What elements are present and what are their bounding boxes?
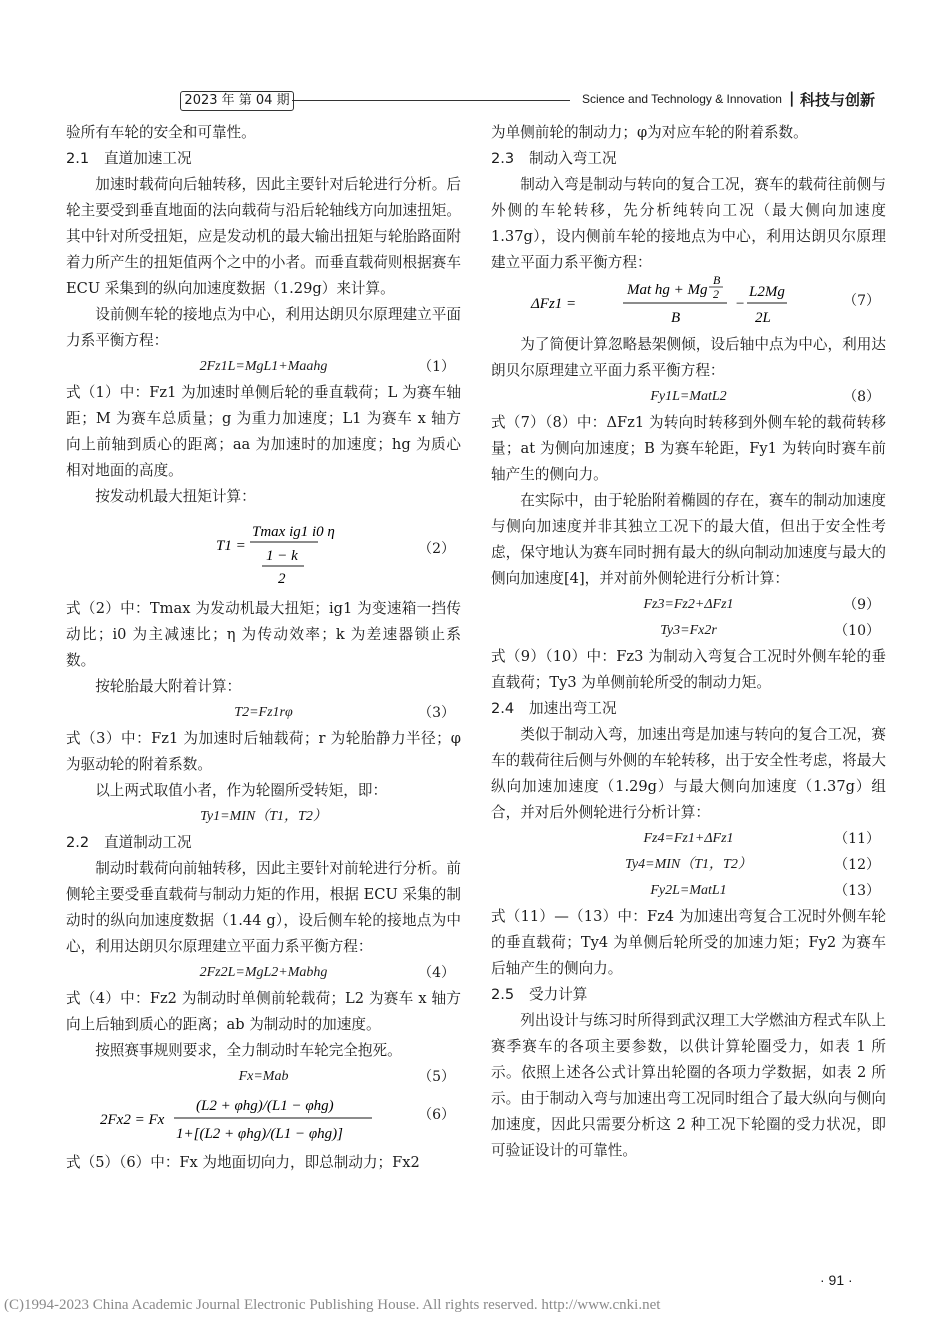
equation-7 [491,276,886,332]
paragraph: 以上两式取值小者，作为轮圈所受转矩，即： [95,782,388,799]
equation-10 [491,618,886,644]
equation-number: （6） [418,1107,455,1123]
journal-name-en: Science and Technology & Innovation [582,92,782,106]
equation-number: （5） [418,1069,455,1085]
eq6-denominator: 1+[(L2 + φhg)/(L1 − φhg)] [176,1126,343,1142]
paragraph: 为了简便计算忽略悬架侧倾，设后轴中点为中心，利用达朗贝尔原理建立平面力系平衡方程： [491,336,886,379]
equation-number: （4） [418,965,455,981]
equation-body: Fy2L=MatL1 [650,883,727,898]
eq7-minus: − [735,296,746,312]
equation-number: （10） [834,623,880,639]
equation-3 [66,700,461,726]
paragraph: 式（4）中：Fz2 为制动时单侧前轮载荷；L2 为赛车 x 轴方向上后轴到质心的距离；ab 为制动时的加速度。 [66,990,461,1033]
paragraph: 验所有车轮的安全和可靠性。 [66,124,256,141]
paragraph: 类似于制动入弯，加速出弯是加速与转向的复合工况，赛车的载荷往后侧与外侧的车轮转移，出于安全性考虑，将最大纵向加速加速度（1.29g）与最大侧向加速度（1.37g）组合，并对后外侧轮进行分析计算： [491,726,886,821]
eq6-lhs: 2Fx2 = Fx [100,1112,165,1128]
right-column [491,120,886,1164]
equation-number: （7） [843,293,880,309]
equation-number: （1） [418,359,455,375]
equation-body: Fz3=Fz2+ΔFz1 [643,597,734,612]
paragraph: 制动入弯是制动与转向的复合工况，赛车的载荷往前侧与外侧的车轮转移，先分析纯转向工况（最大侧向加速度 1.37g），设内侧前车轮的接地点为中心，利用达朗贝尔原理建立平面力系平衡方程： [491,176,886,271]
paragraph: 式（5）（6）中：Fx 为地面切向力，即总制动力；Fx2 [66,1154,420,1171]
paragraph: 式（3）中：Fz1 为加速时后轴载荷；r 为轮胎静力半径；φ为驱动轮的附着系数。 [66,730,461,773]
equation-number: （3） [418,705,455,721]
equation-body: Fz4=Fz1+ΔFz1 [643,831,734,846]
paragraph: 按发动机最大扭矩计算： [95,488,256,505]
equation-12 [491,852,886,878]
section-title: 加速出弯工况 [529,700,617,717]
equation-number: （13） [834,883,880,899]
equation-body: Fy1L=MatL2 [650,389,727,404]
paragraph: 式（11）—（13）中：Fz4 为加速出弯复合工况时外侧车轮的垂直载荷；Ty4 为单侧后轮所受的加速力矩；Fy2 为赛车后轴产生的侧向力。 [491,908,886,977]
section-title: 直道制动工况 [104,834,192,851]
eq2-numerator: Tmax ig1 i0 η [252,524,335,540]
equation-1 [66,354,461,380]
copyright-footer: (C)1994-2023 China Academic Journal Electronic Publishing House. All rights reserved. http://www.cnki.net [4,1297,661,1313]
section-title: 制动入弯工况 [529,150,617,167]
left-column [66,120,461,1176]
eq7-frac2-num: L2Mg [749,284,785,300]
equation-9 [491,592,886,618]
paragraph: 在实际中，由于轮胎附着椭圆的存在，赛车的制动加速度与侧向加速度并非其独立工况下的最大值，但出于安全性考虑，保守地认为赛车同时拥有最大的纵向制动加速度与最大的侧向加速度[4]，并对前外侧轮进行分析计算： [491,492,886,587]
paragraph: 式（2）中：Tmax 为发动机最大扭矩；ig1 为变速箱一挡传动比；i0 为主减速比；η 为传动效率；k 为差速器锁止系数。 [66,600,461,669]
paragraph: 制动时载荷向前轴转移，因此主要针对前轮进行分析。前侧轮主要受垂直载荷与制动力矩的作用，根据 ECU 采集的制动时的纵向加速度数据（1.44 g），设后侧车轮的接地点为中心，利用达朗贝尔原理建立平面力系平衡方程： [66,860,461,955]
equation-4 [66,960,461,986]
eq7-denominator: B [671,310,681,326]
equation-number: （12） [834,857,880,873]
paragraph: 按照赛事规则要求，全力制动时车轮完全抱死。 [95,1042,402,1059]
issue-label: 2023 年 第 04 期 [180,91,294,111]
eq7-frac2-den: 2L [755,310,771,326]
equation-min [66,804,461,830]
equation-number: （8） [843,389,880,405]
equation-body: Ty3=Fx2r [660,623,717,638]
section-heading-2-3 [491,146,886,172]
equation-8 [491,384,886,410]
equation-body: T2=Fz1rφ [234,705,293,720]
equation-number: （2） [418,541,455,557]
page-number: · 91 · [820,1272,853,1288]
eq7-lhs: ΔFz1 = [531,296,577,312]
paragraph: 列出设计与练习时所得到武汉理工大学燃油方程式车队上赛季赛车的各项主要参数，以供计算轮圈受力，如表 1 所示。依照上述各公式计算出轮圈的各项力学数据，如表 2 所示。由于制动入弯与加速出弯工况同时组合了最大纵向与侧向加速度，因此只需要分析这 2 种工况下轮圈的受力状况，即可验证设计的可靠性。 [491,1012,886,1159]
equation-13 [491,878,886,904]
paragraph: 式（9）（10）中：Fz3 为制动入弯复合工况时外侧车轮的垂直载荷；Ty3 为单侧前轮所受的制动力矩。 [491,648,886,691]
equation-2 [66,510,461,596]
section-title: 直道加速工况 [104,150,192,167]
equation-5 [66,1064,461,1090]
section-number: 2.1 [66,150,90,167]
equation-body: 2Fz1L=MgL1+Maahg [199,359,328,374]
equation-6 [66,1090,461,1150]
equation-body: Ty1=MIN（T1，T2） [200,809,327,824]
equation-body: Fx=Mab [238,1069,289,1084]
section-heading-2-4 [491,696,886,722]
journal-name-cn: 科技与创新 [800,91,876,109]
section-number: 2.4 [491,700,515,717]
equation-body: Ty4=MIN（T1，T2） [625,857,752,872]
section-number: 2.2 [66,834,90,851]
section-heading-2-1 [66,146,461,172]
section-heading-2-2 [66,830,461,856]
paragraph: 为单侧前轮的制动力；φ为对应车轮的附着系数。 [491,124,808,141]
equation-body: 2Fz2L=MgL2+Mabhg [199,965,328,980]
eq2-denominator-num: 1 − k [266,548,298,564]
section-title: 受力计算 [529,986,588,1003]
eq7-numerator: Mat hg + Mg [627,282,708,298]
equation-7-graphic [491,276,886,332]
eq2-lhs: T1 = [216,538,246,554]
section-number: 2.3 [491,150,515,167]
paragraph: 式（1）中：Fz1 为加速时单侧后轮的垂直载荷；L 为赛车轴距；M 为赛车总质量；g 为重力加速度；L1 为赛车 x 轴方向上前轴到质心的距离；aa 为加速时的加速度；hg 为质心相对地面的高度。 [66,384,461,479]
eq7-inner-bot: 2 [713,287,719,301]
section-number: 2.5 [491,986,515,1003]
eq7-inner-top: B [713,276,721,287]
eq6-numerator: (L2 + φhg)/(L1 − φhg) [196,1098,334,1114]
paragraph: 式（7）（8）中：ΔFz1 为转向时转移到外侧车轮的载荷转移量；at 为侧向加速度；B 为赛车轮距，Fy1 为转向时赛车前轴产生的侧向力。 [491,414,886,483]
section-heading-2-5 [491,982,886,1008]
equation-2-graphic [66,510,461,596]
paragraph: 设前侧车轮的接地点为中心，利用达朗贝尔原理建立平面力系平衡方程： [66,306,461,349]
equation-6-graphic [66,1090,461,1150]
equation-11 [491,826,886,852]
equation-number: （11） [834,831,880,847]
header-separator: | [789,89,795,107]
page-header [0,0,950,120]
equation-number: （9） [843,597,880,613]
header-rule [292,100,570,101]
paragraph: 加速时载荷向后轴转移，因此主要针对后轮进行分析。后轮主要受到垂直地面的法向载荷与沿后轮轴线方向加速扭矩。其中针对所受扭矩，应是发动机的最大输出扭矩与轮胎路面附着力所产生的扭矩值两个之中的小者。而垂直载荷则根据赛车 ECU 采集到的纵向加速度数据（1.29g）来计算。 [66,176,461,297]
paragraph: 按轮胎最大附着计算： [95,678,242,695]
eq2-denominator-den: 2 [278,571,286,587]
